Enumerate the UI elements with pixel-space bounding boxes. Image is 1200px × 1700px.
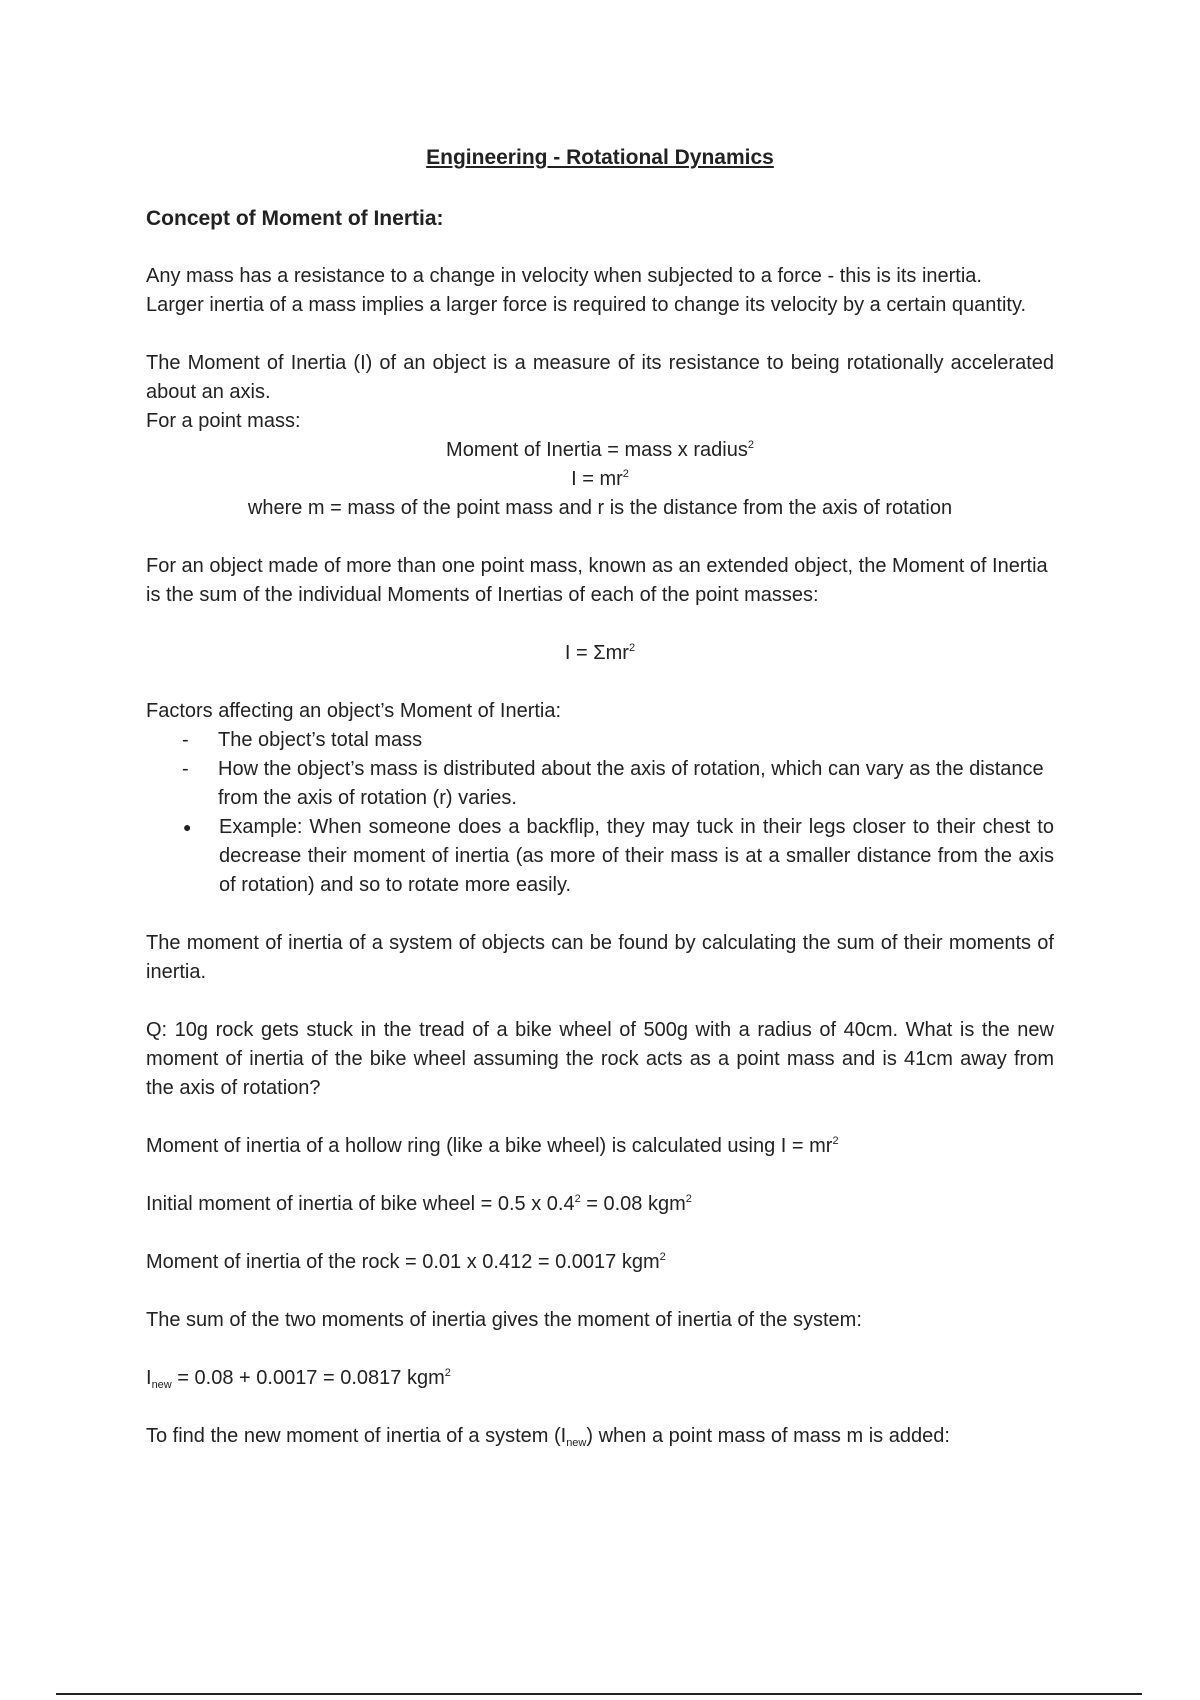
- section-heading: Concept of Moment of Inertia:: [146, 207, 444, 230]
- paragraph-inertia-definition: Any mass has a resistance to a change in velocity when subjected to a force - this is its inertia.: [146, 265, 982, 287]
- factors-intro: Factors affecting an object’s Moment of Inertia:: [146, 700, 562, 722]
- equation-i-equals-mr2: $I = mr^2$: [571, 468, 629, 490]
- document-body: [146, 204, 1054, 1451]
- calc-rock-moment: Moment of inertia of the rock = 0.01 x 0.412 = 0.0017 kgm$^2$: [146, 1251, 666, 1273]
- list-item: - How the object’s mass is distributed about the axis of rotation, which can vary as the distance from the axis of rotation (r) varies.: [146, 755, 1054, 813]
- paragraph-sum-moments: The sum of the two moments of inertia gives the moment of inertia of the system:: [146, 1309, 862, 1331]
- paragraph-larger-inertia: Larger inertia of a mass implies a larger force is required to change its velocity by a certain quantity.: [146, 294, 1027, 316]
- list-item-example: ● Example: When someone does a backflip, they may tuck in their legs closer to their chest to decrease their moment of inertia (as more of their mass is at a smaller distance from the axis of rotation) and so to rotate more easily.: [146, 813, 1054, 900]
- paragraph-hollow-ring: Moment of inertia of a hollow ring (like a bike wheel) is calculated using $I = mr^2$: [146, 1135, 839, 1157]
- paragraph-new-system-intro: To find the new moment of inertia of a system $(I_{new})$ when a point mass of mass m is added:: [146, 1425, 950, 1449]
- question-text: Q: 10g rock gets stuck in the tread of a bike wheel of 500g with a radius of 40cm. What is the new moment of inertia of the bike wheel assuming the rock acts as a point mass and is 41cm away from the axis of rotation?: [146, 1019, 1054, 1099]
- equation-sum-mr2: I = Σmr$^2$: [564, 642, 636, 664]
- document-title: Engineering - Rotational Dynamics: [426, 146, 774, 169]
- paragraph-extended-object: For an object made of more than one point mass, known as an extended object, the Moment of Inertia is the sum of the individual Moments of Inertias of each of the point masses:: [146, 555, 1048, 606]
- equation-moment-of-inertia: Moment of Inertia = mass x radius$^2$: [446, 439, 754, 461]
- footer-divider: [56, 1693, 1142, 1695]
- paragraph-system-moment: The moment of inertia of a system of objects can be found by calculating the sum of their moments of inertia.: [146, 932, 1054, 983]
- calc-new-moment: $I_{new} = 0.08 + 0.0017 = 0.0817$ kgm$^2$: [146, 1367, 451, 1391]
- example-list: [146, 813, 1054, 900]
- list-item: - The object’s total mass: [146, 726, 1054, 755]
- paragraph-point-mass: For a point mass:: [146, 410, 301, 432]
- calc-initial-moment: Initial moment of inertia of bike wheel = 0.5 x $0.4^2 = 0.08$ kgm$^2$: [146, 1193, 692, 1215]
- equation-where-note: where m = mass of the point mass and r is the distance from the axis of rotation: [247, 497, 953, 519]
- factors-list: [146, 726, 1054, 813]
- paragraph-moment-of-inertia-definition: The Moment of Inertia (I) of an object is a measure of its resistance to being rotationally accelerated about an axis.: [146, 352, 1054, 403]
